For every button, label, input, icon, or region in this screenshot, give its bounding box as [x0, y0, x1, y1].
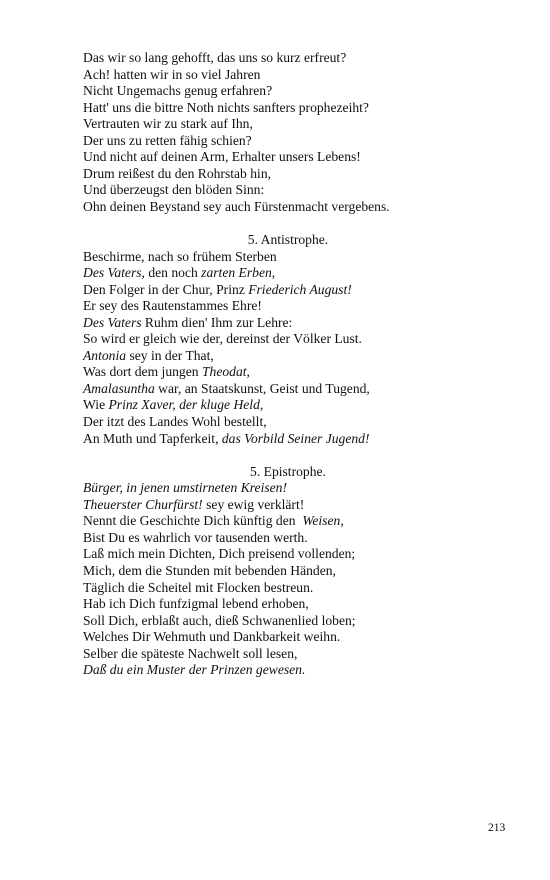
verse-line [83, 596, 523, 613]
italic-text: Des Vaters [83, 314, 142, 330]
verse-text: Laß mich mein Dichten, Dich preisend vollenden; [83, 546, 356, 562]
verse-text: So wird er gleich wie der, dereinst der Völker Lust. [83, 331, 362, 347]
stanza-heading: 5. Epistrophe. [250, 463, 326, 479]
verse-text: Das wir so lang gehofft, das uns so kurz erfreut? [83, 50, 347, 65]
verse-line [83, 83, 523, 100]
verse-text: Hatt' uns die bittre Noth nichts sanfters prophezeiht? [83, 99, 369, 115]
verse-text: Hab ich Dich funfzigmal lebend erhoben, [83, 596, 309, 612]
italic-text: Prinz Xaver, der kluge Held, [108, 397, 264, 413]
stanza-gap [83, 215, 523, 232]
verse-line [83, 298, 523, 315]
verse-line [83, 646, 523, 663]
verse-line [83, 67, 523, 84]
italic-text: Antonia [83, 347, 127, 363]
verse-text: An Muth und Tapferkeit, [83, 430, 222, 446]
verse-text: Den Folger in der Chur, Prinz [83, 281, 249, 297]
verse-line [83, 50, 523, 67]
italic-text: zarten Erben, [201, 265, 276, 281]
verse-text: war, an Staatskunst, Geist und Tugend, [154, 380, 370, 396]
verse-line [83, 629, 523, 646]
verse-text: Nicht Ungemachs genug erfahren? [83, 83, 273, 99]
verse-text: sey in der That, [126, 347, 214, 363]
verse-line [83, 331, 523, 348]
italic-text: das Vorbild Seiner Jugend! [221, 430, 370, 446]
verse-text: Der itzt des Landes Wohl bestellt, [83, 414, 267, 430]
poem-page [83, 50, 523, 679]
verse-line [83, 431, 523, 448]
verse-line [83, 199, 523, 216]
verse-text: Er sey des Rautenstammes Ehre! [83, 298, 262, 314]
verse-text: Ach! hatten wir in so viel Jahren [83, 66, 261, 82]
italic-text: Daß du ein Muster der Prinzen gewesen. [83, 662, 306, 678]
verse-line [83, 662, 523, 679]
verse-line [83, 265, 523, 282]
verse-line [83, 348, 523, 365]
italic-text: Theodat, [201, 364, 250, 380]
verse-text: Der uns zu retten fähig schien? [83, 132, 252, 148]
verse-line [83, 381, 523, 398]
verse-text: Was dort dem jungen [83, 364, 202, 380]
verse-text: Ohn deinen Beystand sey auch Fürstenmacht vergebens. [83, 198, 390, 214]
italic-text: Des Vaters, [83, 265, 145, 281]
verse-text: Bist Du es wahrlich vor tausenden werth. [83, 529, 308, 545]
verse-line [83, 414, 523, 431]
verse-line [83, 149, 523, 166]
verse-line [83, 282, 523, 299]
italic-text: Amalasuntha [83, 380, 155, 396]
stanza [83, 232, 523, 447]
verse-text: Wie [83, 397, 109, 413]
verse-line [83, 497, 523, 514]
verse-line [83, 116, 523, 133]
verse-text: Drum reißest du den Rohrstab hin, [83, 165, 272, 181]
verse-line [83, 166, 523, 183]
verse-line [83, 100, 523, 117]
verse-line [83, 613, 523, 630]
verse-line [83, 397, 523, 414]
verse-text: Und überzeugst den blöden Sinn: [83, 182, 265, 198]
verse-text: sey ewig verklärt! [202, 496, 305, 512]
stanza [83, 50, 523, 215]
italic-text: Theuerster Churfürst! [83, 496, 203, 512]
verse-text: den noch [144, 265, 202, 281]
verse-line [83, 133, 523, 150]
verse-text: Ruhm dien' Ihm zur Lehre: [141, 314, 293, 330]
verse-text: Vertrauten wir zu stark auf Ihn, [83, 116, 253, 132]
stanza [83, 464, 523, 679]
italic-text: Weisen, [302, 513, 344, 529]
verse-text: Und nicht auf deinen Arm, Erhalter unsers Lebens! [83, 149, 361, 165]
verse-line [83, 315, 523, 332]
verse-text: Selber die späteste Nachwelt soll lesen, [83, 645, 298, 661]
italic-text: Friederich August! [248, 281, 352, 297]
verse-line [83, 249, 523, 266]
stanza-gap [83, 447, 523, 464]
verse-line [83, 546, 523, 563]
verse-line [83, 364, 523, 381]
verse-line [83, 530, 523, 547]
stanza-heading: 5. Antistrophe. [247, 232, 329, 248]
verse-line [83, 580, 523, 597]
page-number: 213 [488, 822, 506, 834]
verse-line [83, 563, 523, 580]
verse-text: Nennt die Geschichte Dich künftig den [83, 513, 303, 529]
verse-text: Mich, dem die Stunden mit bebenden Händen, [83, 562, 336, 578]
verse-text: Soll Dich, erblaßt auch, dieß Schwanenlied loben; [83, 612, 356, 628]
verse-text: Täglich die Scheitel mit Flocken bestreun. [83, 579, 314, 595]
verse-line [83, 480, 523, 497]
verse-text: Welches Dir Wehmuth und Dankbarkeit weihn. [83, 629, 341, 645]
verse-text: Beschirme, nach so frühem Sterben [83, 248, 277, 264]
verse-line [83, 182, 523, 199]
verse-line [83, 513, 523, 530]
italic-text: Bürger, in jenen umstirneten Kreisen! [83, 480, 287, 496]
